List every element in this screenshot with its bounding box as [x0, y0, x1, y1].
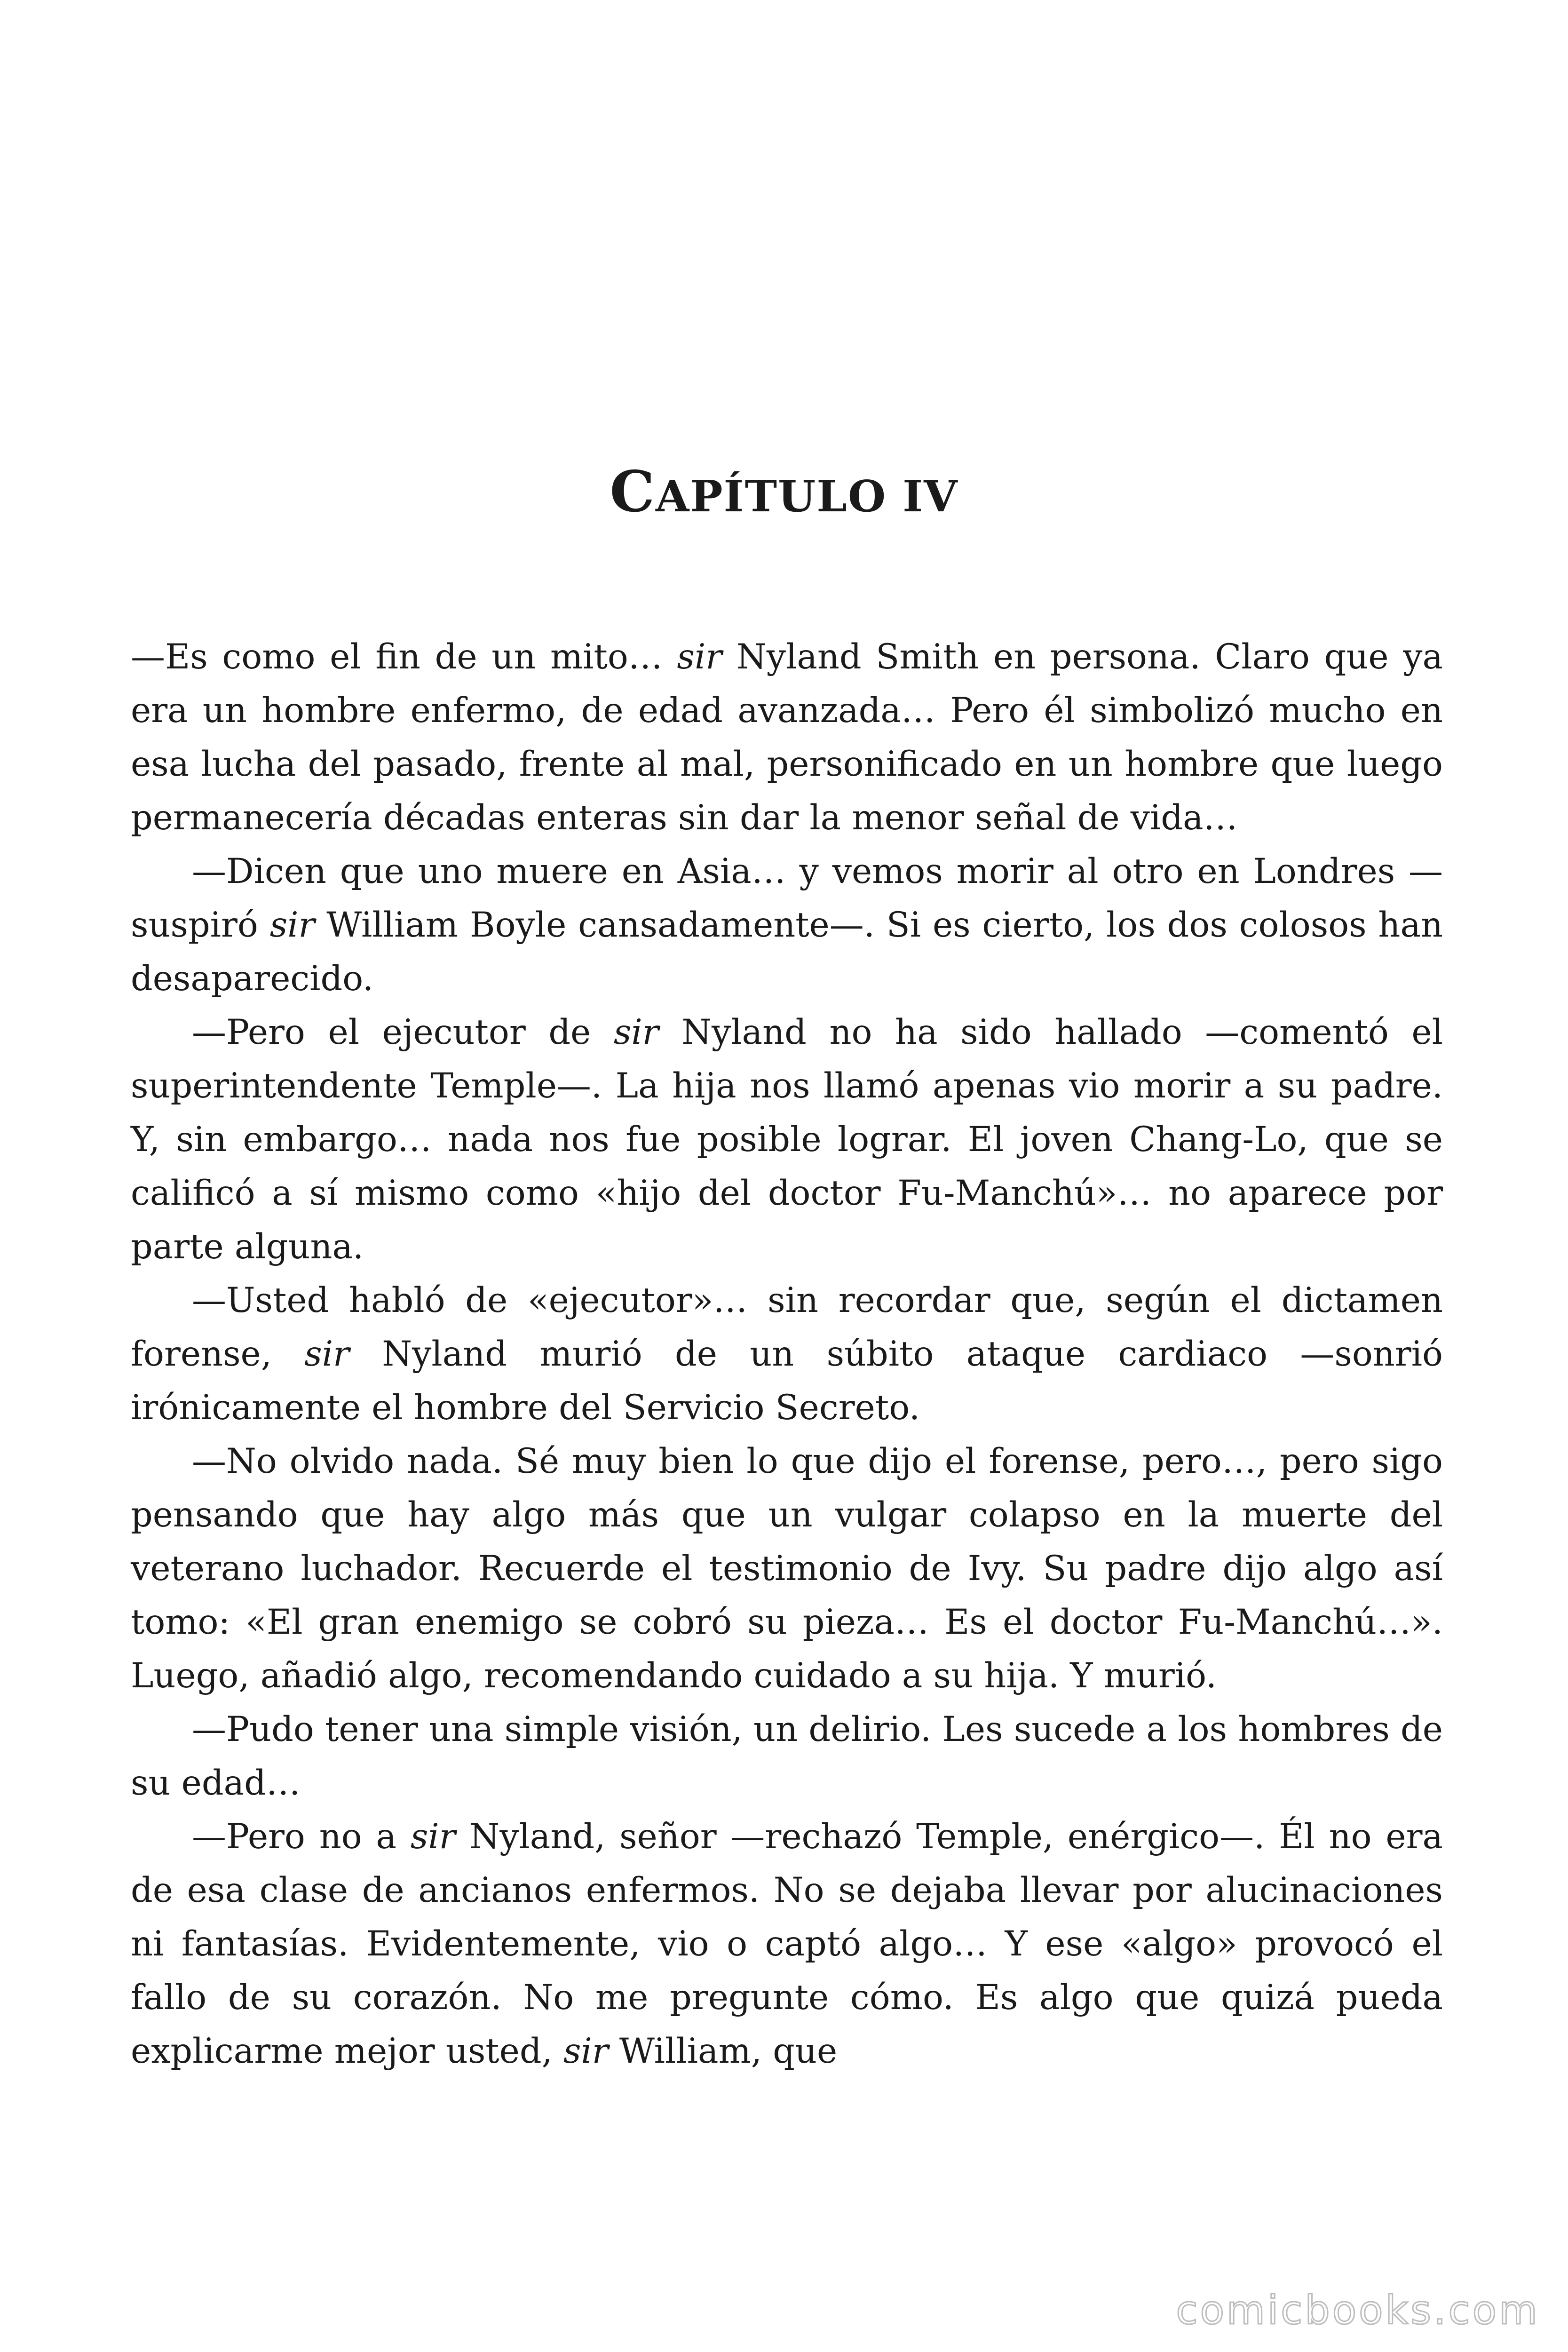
chapter-title-initial: C	[610, 459, 656, 525]
italic-word: sir	[269, 905, 315, 945]
italic-word: sir	[677, 637, 722, 677]
text-segment: —Dicen que uno muere en Asia… y vemos morir al otro en Londres —suspiró	[131, 851, 1443, 945]
paragraph-1	[131, 630, 1443, 845]
body-text	[131, 630, 1443, 2078]
text-segment: Nyland Smith en persona. Claro que ya era un hombre enfermo, de edad avanzada… Pero él simbolizó mucho en esa lucha del pasado, frente al mal, personificado en un hombre que luego permanecería décadas enteras sin dar la menor señal de vida…	[131, 637, 1443, 838]
italic-word: sir	[613, 1012, 659, 1052]
text-segment: —Pero no a	[192, 1817, 411, 1857]
text-segment: William Boyle cansadamente—. Si es cierto, los dos colosos han desaparecido.	[131, 905, 1443, 999]
paragraph-3	[131, 1006, 1443, 1274]
paragraph-7	[131, 1810, 1443, 2078]
text-segment: William, que	[608, 2031, 838, 2071]
text-segment: —Pudo tener una simple visión, un delirio. Les sucede a los hombres de su edad…	[131, 1709, 1443, 1803]
watermark-text: comicbooks.com	[1176, 2287, 1540, 2333]
text-segment: —Pero el ejecutor de	[192, 1012, 614, 1052]
text-segment: Nyland no ha sido hallado —comentó el superintendente Temple—. La hija nos llamó apenas vio morir a su padre. Y, sin embargo… nada nos fue posible lograr. El joven Chang-Lo, que se calificó a sí mismo como «hijo del doctor Fu-Manchú»… no aparece por parte alguna.	[131, 1012, 1443, 1267]
italic-word: sir	[563, 2031, 609, 2071]
paragraph-2	[131, 845, 1443, 1006]
text-segment: Nyland, señor —rechazó Temple, enérgico—. Él no era de esa clase de ancianos enfermos. No se dejaba llevar por alucinaciones ni fantasías. Evidentemente, vio o captó algo… Y ese «algo» provocó el fallo de su corazón. No me pregunte cómo. Es algo que quizá pueda explicarme mejor usted,	[131, 1817, 1443, 2071]
text-segment: —Es como el fin de un mito…	[131, 637, 677, 677]
chapter-title	[0, 459, 1568, 525]
text-segment: —Usted habló de «ejecutor»… sin recordar que, según el dictamen forense,	[131, 1280, 1443, 1374]
paragraph-5	[131, 1435, 1443, 1703]
italic-word: sir	[410, 1817, 456, 1857]
chapter-title-rest: APÍTULO IV	[655, 471, 958, 522]
text-segment: Nyland murió de un súbito ataque cardiaco —sonrió irónicamente el hombre del Servicio Secreto.	[131, 1334, 1443, 1428]
paragraph-4	[131, 1274, 1443, 1435]
paragraph-6	[131, 1703, 1443, 1810]
text-segment: —No olvido nada. Sé muy bien lo que dijo el forense, pero…, pero sigo pensando que hay algo más que un vulgar colapso en la muerte del veterano luchador. Recuerde el testimonio de Ivy. Su padre dijo algo así tomo: «El gran enemigo se cobró su pieza… Es el doctor Fu-Manchú…». Luego, añadió algo, recomendando cuidado a su hija. Y murió.	[131, 1441, 1443, 1696]
italic-word: sir	[304, 1334, 349, 1374]
